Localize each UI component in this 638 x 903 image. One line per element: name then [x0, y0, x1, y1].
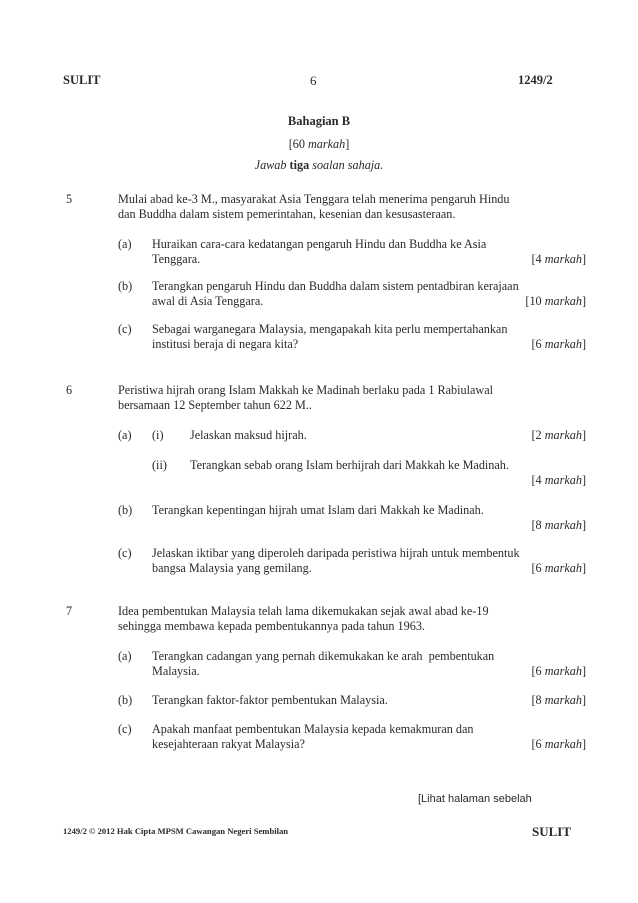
- question-5c: Sebagai warganegara Malaysia, mengapakah kita perlu mempertahankan institusi beraja di negara kita? [6 markah]: [152, 322, 586, 351]
- question-5c-label: (c): [118, 322, 132, 336]
- next-page-note: [Lihat halaman sebelah: [418, 793, 532, 805]
- copyright-notice: 1249/2 © 2012 Hak Cipta MPSM Cawangan Negeri Sembilan: [63, 826, 289, 836]
- question-7a-label: (a): [118, 649, 132, 663]
- paper-code: 1249/2: [518, 73, 553, 87]
- question-5-number: 5: [66, 192, 73, 206]
- question-5a-label: (a): [118, 237, 132, 251]
- question-6aii-label: (ii): [152, 458, 167, 472]
- question-6b-label: (b): [118, 503, 133, 517]
- question-7b: Terangkan faktor-faktor pembentukan Malaysia. [8 markah]: [152, 693, 586, 707]
- question-7b-label: (b): [118, 693, 133, 707]
- section-instruction: Jawab tiga soalan sahaja.: [254, 158, 384, 172]
- question-6-number: 6: [66, 383, 73, 397]
- footer-sulit: SULIT: [532, 824, 572, 839]
- question-7c-label: (c): [118, 722, 132, 736]
- question-7a: Terangkan cadangan yang pernah dikemukakan ke arah pembentukan Malaysia. [6 markah]: [152, 649, 586, 678]
- question-6ai: Jelaskan maksud hijrah. [2 markah]: [190, 428, 586, 442]
- question-6a-label: (a): [118, 428, 132, 442]
- section-title: Bahagian B: [287, 114, 351, 128]
- question-7-number: 7: [66, 604, 73, 618]
- question-5-stem: Mulai abad ke-3 M., masyarakat Asia Tenggara telah menerima pengaruh Hindu dan Buddha dalam sistem pemerintahan, kesenian dan kesusasteraan.: [118, 192, 510, 221]
- header-sulit: SULIT: [63, 73, 101, 87]
- question-6c-label: (c): [118, 546, 132, 560]
- section-marks: [60 markah]: [288, 137, 350, 151]
- question-5b-label: (b): [118, 279, 133, 293]
- question-7c: Apakah manfaat pembentukan Malaysia kepada kemakmuran dan kesejahteraan rakyat Malaysia? [6 markah]: [152, 722, 586, 751]
- question-6aii: Terangkan sebab orang Islam berhijrah dari Makkah ke Madinah. [4 markah]: [190, 458, 586, 487]
- question-6c: Jelaskan iktibar yang diperoleh daripada peristiwa hijrah untuk membentuk bangsa Malaysia yang gemilang. [6 markah]: [152, 546, 586, 575]
- page-number: 6: [310, 73, 317, 88]
- question-7-stem: Idea pembentukan Malaysia telah lama dikemukakan sejak awal abad ke-19 sehingga membawa kepada pembentukannya pada tahun 1963.: [118, 604, 489, 633]
- question-6b: Terangkan kepentingan hijrah umat Islam dari Makkah ke Madinah. [8 markah]: [152, 503, 586, 532]
- question-6ai-label: (i): [152, 428, 164, 442]
- question-5a: Huraikan cara-cara kedatangan pengaruh Hindu dan Buddha ke Asia Tenggara. [4 markah]: [152, 237, 586, 266]
- question-6-stem: Peristiwa hijrah orang Islam Makkah ke Madinah berlaku pada 1 Rabiulawal bersamaan 12 September tahun 622 M..: [118, 383, 493, 412]
- question-5b: Terangkan pengaruh Hindu dan Buddha dalam sistem pentadbiran kerajaan awal di Asia Tenggara. [10 markah]: [152, 279, 586, 308]
